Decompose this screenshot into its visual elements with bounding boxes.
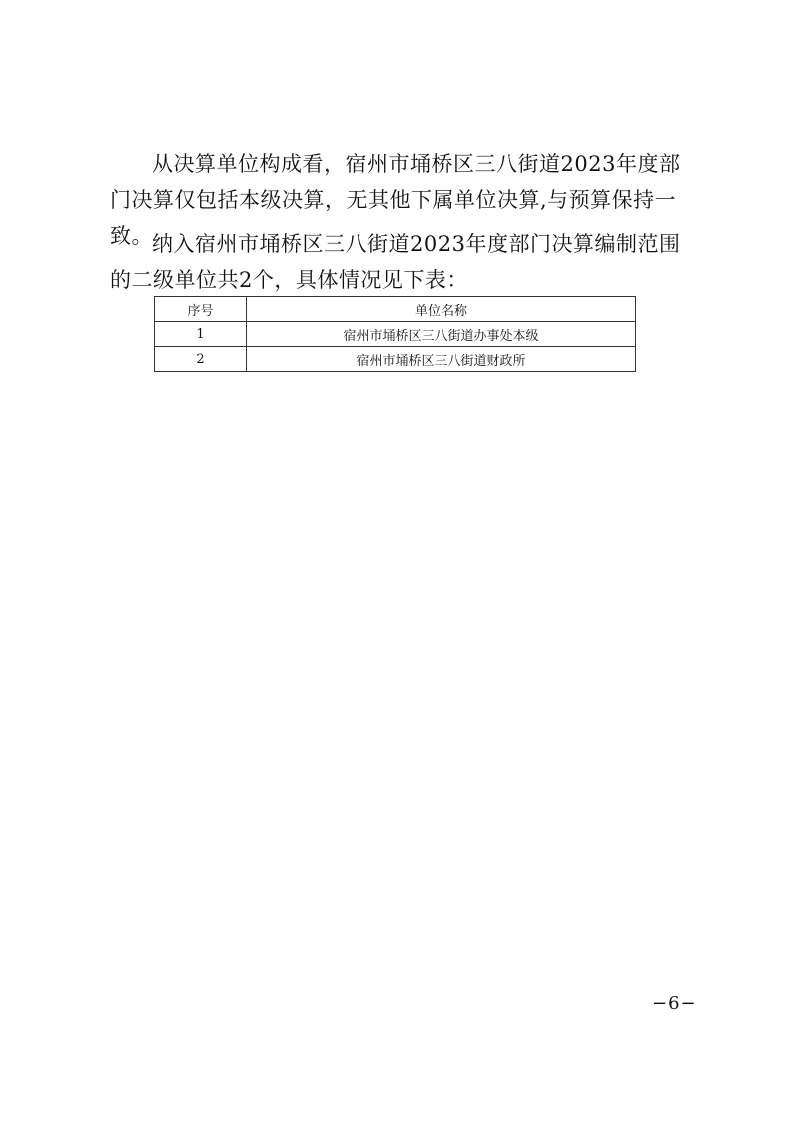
paragraph-unit-composition: 从决算单位构成看，宿州市埇桥区三八街道2023年度部门决算仅包括本级决算，无其他下属单位决算,与预算保持一致。	[110, 152, 681, 248]
page-number: −6−	[652, 993, 697, 1014]
unit-table	[154, 296, 636, 372]
table-row	[155, 347, 636, 372]
paragraph-unit-scope: 纳入宿州市埇桥区三八街道2023年度部门决算编制范围的二级单位共2个，具体情况见下表：	[110, 232, 681, 292]
table-row	[155, 322, 636, 347]
cell-unit-name: 宿州市埇桥区三八街道办事处本级	[247, 322, 636, 347]
cell-serial-number: 2	[155, 347, 247, 372]
cell-unit-name: 宿州市埇桥区三八街道财政所	[247, 347, 636, 372]
table-header-row	[155, 297, 636, 322]
header-unit-name: 单位名称	[247, 297, 636, 322]
cell-serial-number: 1	[155, 322, 247, 347]
header-serial-number: 序号	[155, 297, 247, 322]
